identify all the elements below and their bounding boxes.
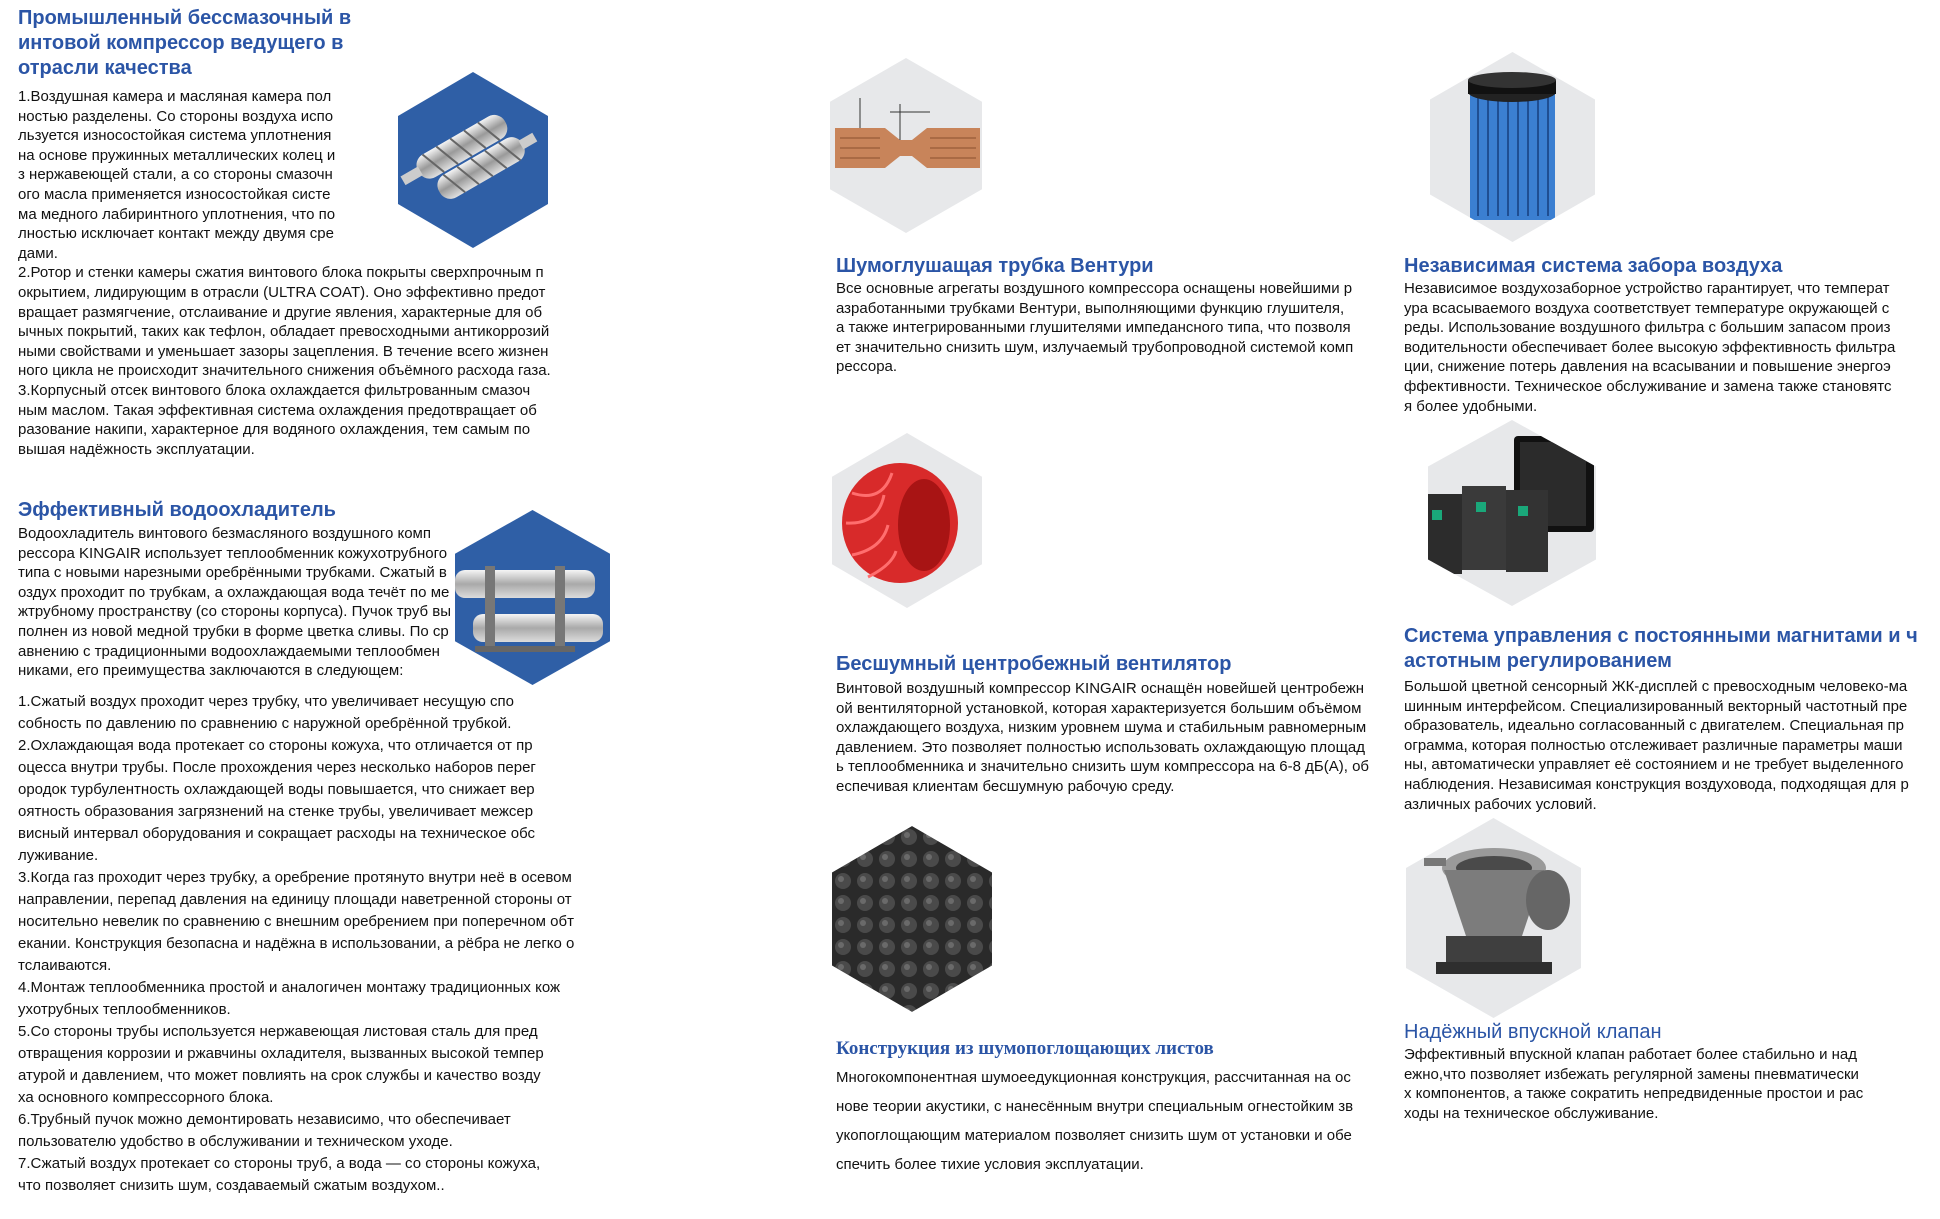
- text-line: ным маслом. Такая эффективная система охлаждения предотвращает об: [18, 401, 537, 419]
- section-acoustic-panels: [836, 1036, 1396, 1179]
- section-title: Бесшумный центробежный вентилятор: [836, 653, 1232, 675]
- text-line: 1.Сжатый воздух проходит через трубку, что увеличивает несущую спо: [18, 692, 514, 710]
- text-line: 6.Трубный пучок можно демонтировать независимо, что обеспечивает: [18, 1110, 511, 1128]
- text-line: ежно,что позволяет избежать регулярной замены пневматически: [1404, 1065, 1859, 1083]
- text-line: еспечивая клиентам бесшумную рабочую среду.: [836, 777, 1175, 795]
- text-line: льзуется износостойкая система уплотнения: [18, 127, 332, 145]
- text-line: ффективности. Техническое обслуживание и замена также становятс: [1404, 377, 1892, 395]
- advantage-item: [18, 691, 598, 735]
- advantage-item: [18, 1109, 598, 1153]
- text-line: окрытием, лидирующим в отрасли (ULTRA COAT). Оно эффективно предот: [18, 283, 546, 301]
- advantage-item: [18, 1153, 598, 1197]
- text-line: висный интервал оборудования и сокращает расходы на техническое обс: [18, 824, 535, 842]
- section-text: [1404, 1045, 1924, 1123]
- text-line: ычных покрытий, таких как тефлон, обладает превосходными антикоррозий: [18, 323, 550, 341]
- text-line: а также интегрированными глушителями импедансного типа, что позволя: [836, 319, 1351, 337]
- text-line: тслаиваются.: [18, 956, 112, 974]
- text-line: лностью исключает контакт между двумя сре: [18, 225, 334, 243]
- text-line: луживание.: [18, 846, 99, 864]
- text-line: 2.Ротор и стенки камеры сжатия винтового блока покрыты сверхпрочным п: [18, 264, 544, 282]
- section-title: Независимая система забора воздуха: [1404, 255, 1783, 277]
- text-line: ции, снижение потерь давления на всасывании и повышение энергоэ: [1404, 358, 1891, 376]
- text-line: носительно невелик по сравнению с внешним оребрением при поперечном обт: [18, 912, 574, 930]
- text-line: водительности обеспечивает более высокую эффективность фильтра: [1404, 338, 1896, 356]
- text-line: жтрубному пространству (со стороны корпуса). Пучок труб вы: [18, 603, 452, 621]
- advantage-item: [18, 735, 598, 867]
- text-line: ородок турбулентность охлаждающей воды повышается, что снижает вер: [18, 780, 535, 798]
- text-line: типа с новыми нарезными оребрёнными трубками. Сжатый в: [18, 564, 447, 582]
- text-line: собность по давлению по сравнению с наружной оребрённой трубкой.: [18, 714, 512, 732]
- text-line: шинным интерфейсом. Специализированный векторный частотный пре: [1404, 697, 1908, 715]
- text-line: ухотрубных теплообменников.: [18, 1000, 231, 1018]
- text-line: азличных рабочих условий.: [1404, 795, 1597, 813]
- text-line: х компонентов, а также сократить непредвиденные простои и рас: [1404, 1085, 1864, 1103]
- text-line: направлении, перепад давления на единицу площади наветренной стороны от: [18, 890, 572, 908]
- advantage-item: [18, 867, 598, 977]
- text-line: нове теории акустики, с нанесённым внутри специальным огнестойким зв: [836, 1098, 1354, 1115]
- text-line: 1.Воздушная камера и масляная камера пол: [18, 88, 332, 105]
- text-line: разование накипи, характерное для водяного охлаждения, тем самым по: [18, 421, 531, 439]
- text-line: азработанными трубками Вентури, выполняющими функцию глушителя,: [836, 299, 1345, 317]
- section-intake-valve: [1404, 1020, 1924, 1123]
- text-line: оцесса внутри трубы. После прохождения через несколько наборов перег: [18, 758, 536, 776]
- text-line: Водоохладитель винтового безмасляного воздушного комп: [18, 525, 431, 542]
- text-line: ностью разделены. Со стороны воздуха испо: [18, 107, 334, 125]
- text-line: пользователю удобство в обслуживании и техническом уходе.: [18, 1132, 453, 1150]
- text-line: спечить более тихие условия эксплуатации.: [836, 1156, 1144, 1173]
- venturi-tube-icon: [830, 58, 982, 233]
- section-text: [1404, 677, 1934, 814]
- text-line: на основе пружинных металлических колец и: [18, 146, 336, 164]
- text-line: 5.Со стороны трубы используется нержавеющая листовая сталь для пред: [18, 1022, 538, 1040]
- text-line: 2.Охлаждающая вода протекает со стороны кожуха, что отличается от пр: [18, 736, 533, 754]
- text-line: что позволяет снизить шум, создаваемый сжатым воздухом..: [18, 1176, 445, 1194]
- fan-icon: [832, 433, 982, 608]
- text-line: з нержавеющей стали, а со стороны смазочн: [18, 166, 333, 184]
- text-line: дами.: [18, 244, 58, 262]
- text-line: 3.Когда газ проходит через трубку, а оребрение протянуто внутри неё в осевом: [18, 868, 572, 886]
- section-control-system: [1404, 624, 1934, 814]
- section-title: Система управления с постоянными магнитами и ч астотным регулированием: [1404, 625, 1918, 672]
- text-line: Многокомпонентная шумоеедукционная конструкция, рассчитанная на ос: [836, 1069, 1351, 1086]
- text-line: ма медного лабиринтного уплотнения, что по: [18, 205, 336, 223]
- text-line: ходы на техническое обслуживание.: [1404, 1104, 1659, 1122]
- section-title: Эффективный водоохладитель: [18, 499, 336, 521]
- text-line: Большой цветной сенсорный ЖК-дисплей с превосходным человеко-ма: [1404, 678, 1908, 695]
- text-line: ь теплообменника и значительно снизить шум компрессора на 6-8 дБ(А), об: [836, 758, 1370, 776]
- text-line: рессора.: [836, 358, 898, 376]
- section-venturi: [836, 254, 1396, 377]
- acoustic-panel-image: [832, 826, 992, 1012]
- advantage-item: [18, 1021, 598, 1109]
- text-line: укопоглощающим материалом позволяет снизить шум от установки и обе: [836, 1127, 1352, 1144]
- text-line: реды. Использование воздушного фильтра с большим запасом произ: [1404, 319, 1891, 337]
- section-title: Надёжный впускной клапан: [1404, 1021, 1662, 1043]
- section-air-intake: [1404, 254, 1924, 416]
- section-fan: [836, 652, 1396, 797]
- intake-valve-image: [1406, 818, 1581, 1018]
- text-line: атурой и давлением, что может повлиять на срок службы и качество возду: [18, 1066, 541, 1084]
- text-line: рессора KINGAIR использует теплообменник кожухотрубного: [18, 544, 448, 562]
- text-line: ого масла применяется износостойкая систе: [18, 185, 331, 203]
- text-line: 7.Сжатый воздух протекает со стороны труб, а вода — со стороны кожуха,: [18, 1154, 541, 1172]
- section-text: [836, 279, 1396, 377]
- text-line: давлением. Это позволяет полностью использовать охлаждающую площад: [836, 738, 1366, 756]
- text-line: Все основные агрегаты воздушного компрессора оснащены новейшими р: [836, 280, 1353, 297]
- text-line: ура всасываемого воздуха соответствует температуре окружающей с: [1404, 299, 1890, 317]
- text-line: Независимое воздухозаборное устройство гарантирует, что температ: [1404, 280, 1890, 297]
- text-line: отвращения коррозии и ржавчины охладителя, вызванных высокой темпер: [18, 1044, 544, 1062]
- text-line: ой вентиляторной установкой, которая характеризуется большим объёмом: [836, 699, 1362, 717]
- text-line: полнен из новой медной трубки в форме цветка сливы. По ср: [18, 622, 449, 640]
- control-system-image: [1428, 420, 1596, 606]
- text-line: ет значительно снизить шум, излучаемый трубопроводной системой комп: [836, 338, 1354, 356]
- section-text: [1404, 279, 1924, 416]
- text-line: оздух проходит по трубкам, а охлаждающая вода течёт по ме: [18, 583, 450, 601]
- text-line: наблюдения. Независимая конструкция воздуховода, подходящая для р: [1404, 775, 1909, 793]
- section-oil-free-compressor: [18, 6, 588, 459]
- text-line: образователь, идеально согласованный с двигателем. Специальная пр: [1404, 717, 1905, 735]
- text-line: Эффективный впускной клапан работает более стабильно и над: [1404, 1046, 1857, 1063]
- air-filter-image: [1430, 52, 1595, 242]
- foam-panel-icon: [832, 826, 992, 1012]
- advantage-item: [18, 977, 598, 1021]
- section-title: Шумоглушащая трубка Вентури: [836, 255, 1154, 277]
- text-line: ха основного компрессорного блока.: [18, 1088, 274, 1106]
- text-line: вышая надёжность эксплуатации.: [18, 440, 255, 458]
- text-line: вращает размягчение, отслаивание и другие явления, характерные для об: [18, 303, 543, 321]
- inverter-display-icon: [1428, 420, 1596, 606]
- advantages-list: [18, 691, 598, 1197]
- text-line: охлаждающего воздуха, низким уровнем шума и стабильным равномерным: [836, 719, 1367, 737]
- text-line: ны, автоматически управляет её состоянием и не требует выделенного: [1404, 756, 1904, 774]
- text-line: оятность образования загрязнений на стенке трубы, увеличивает межсер: [18, 802, 534, 820]
- text-line: ограмма, которая полностью отслеживает различные параметры маши: [1404, 736, 1903, 754]
- section-text: [836, 1063, 1396, 1179]
- text-line: 3.Корпусный отсек винтового блока охлаждается фильтрованным смазоч: [18, 381, 531, 399]
- text-line: ного цикла не происходит значительного снижения объёмного расхода газа.: [18, 362, 551, 380]
- section-title: Конструкция из шумопоглощающих листов: [836, 1038, 1214, 1059]
- text-line: Винтовой воздушный компрессор KINGAIR оснащён новейшей центробежн: [836, 680, 1365, 697]
- text-line: екании. Конструкция безопасна и надёжна в использовании, а рёбра не легко о: [18, 934, 575, 952]
- text-line: ными свойствами и уменьшает зазоры зацепления. В течение всего жизнен: [18, 342, 549, 360]
- section-title: Промышленный бессмазочный в интовой компрессор ведущего в отрасли качества: [18, 7, 352, 79]
- section-text: [836, 679, 1396, 797]
- venturi-tube-image: [830, 58, 982, 233]
- text-line: авнению с традиционными водоохлаждаемыми теплообмен: [18, 642, 440, 660]
- air-filter-icon: [1430, 52, 1595, 242]
- text-line: я более удобными.: [1404, 397, 1538, 415]
- text-line: никами, его преимущества заключаются в следующем:: [18, 662, 404, 680]
- centrifugal-fan-image: [832, 433, 982, 608]
- intake-valve-icon: [1406, 818, 1581, 1018]
- text-line: 4.Монтаж теплообменника простой и аналогичен монтажу традиционных кож: [18, 978, 561, 996]
